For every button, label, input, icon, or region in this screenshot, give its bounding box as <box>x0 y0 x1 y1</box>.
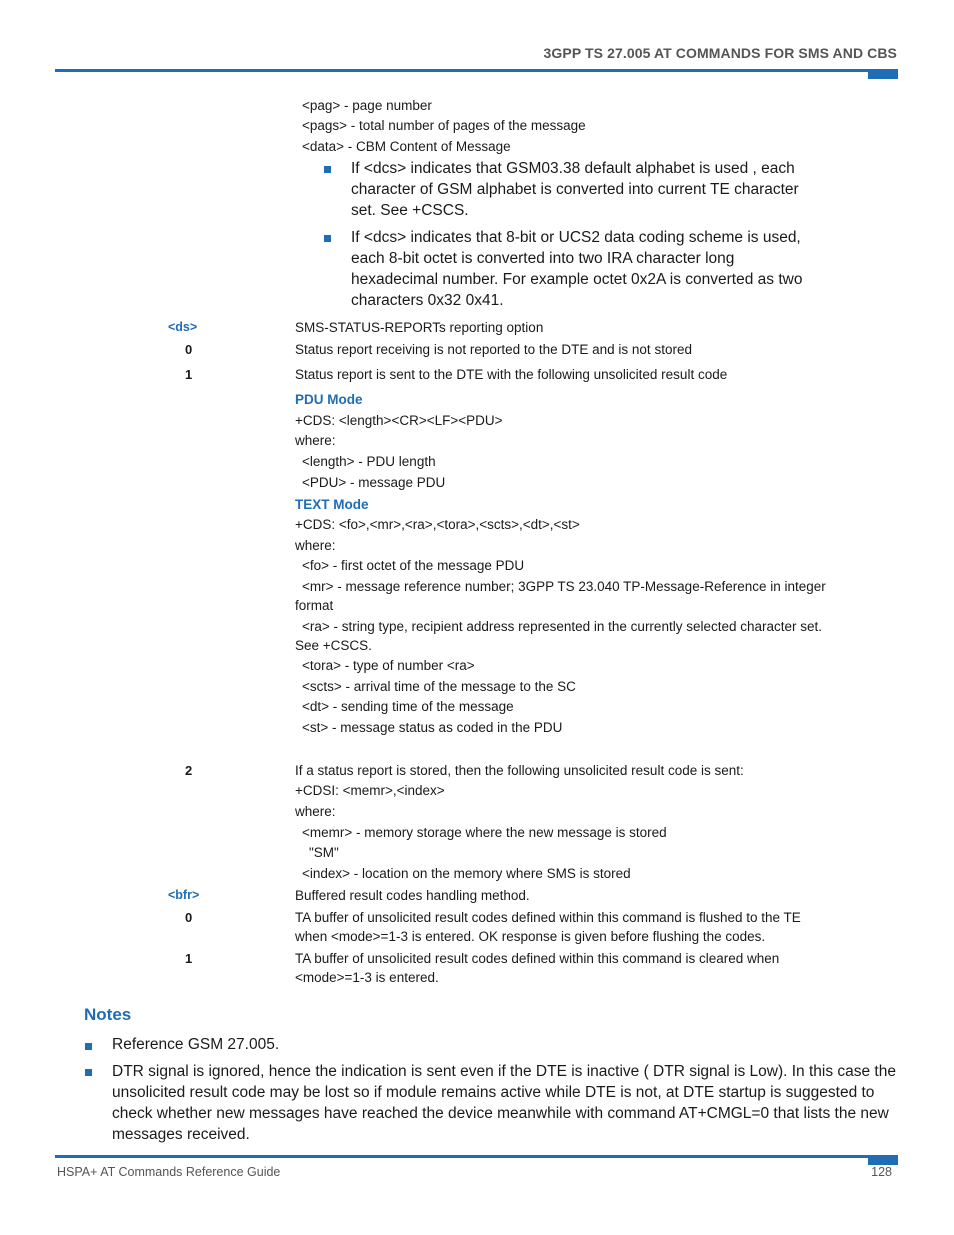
dcs-bullet-1: If <dcs> indicates that GSM03.38 default alphabet is used , each character of GSM alphabet is converted into current TE character set. See +CSCS. <box>351 160 799 219</box>
bfr-value-0-key: 0 <box>185 910 193 925</box>
header-rule <box>55 69 898 72</box>
page-number: 128 <box>871 1165 892 1179</box>
footer-accent-tab <box>868 1155 898 1165</box>
cdsi-index: <index> - location on the memory where SMS is stored <box>302 866 631 881</box>
text-ra: <ra> - string type, recipient address represented in the currently selected character set. See +CSCS. <box>295 619 823 653</box>
pdu-where: where: <box>295 433 336 448</box>
cdsi-sm: "SM" <box>309 845 339 860</box>
footer-doc-title: HSPA+ AT Commands Reference Guide <box>57 1165 281 1179</box>
header-accent-tab <box>868 69 898 79</box>
text-scts: <scts> - arrival time of the message to the SC <box>302 679 576 694</box>
param-ds-label: <ds> <box>168 320 198 334</box>
param-bfr-desc: Buffered result codes handling method. <box>295 888 530 903</box>
ds-value-0-key: 0 <box>185 342 193 357</box>
dcs-bullet-2: If <dcs> indicates that 8-bit or UCS2 data coding scheme is used, each 8-bit octet is converted into two IRA character long hexadecimal number. For example octet 0x2A is converted as two characters 0x32 0x41. <box>351 229 803 309</box>
text-where: where: <box>295 538 336 553</box>
ds-value-2-key: 2 <box>185 763 193 778</box>
param-bfr-label: <bfr> <box>168 888 200 902</box>
pdu-cmd: +CDS: <length><CR><LF><PDU> <box>295 413 503 428</box>
text-cmd: +CDS: <fo>,<mr>,<ra>,<tora>,<scts>,<dt>,<st> <box>295 517 580 532</box>
ds-value-0-text: Status report receiving is not reported to the DTE and is not stored <box>295 342 692 357</box>
page-header-title: 3GPP TS 27.005 AT COMMANDS FOR SMS AND CBS <box>543 45 897 61</box>
bullet-square-icon <box>324 235 331 242</box>
pdu-pdu: <PDU> - message PDU <box>302 475 446 490</box>
param-pags: <pags> - total number of pages of the message <box>302 118 586 133</box>
bullet-square-icon <box>85 1043 92 1050</box>
ds-value-1-text: Status report is sent to the DTE with the following unsolicited result code <box>295 367 728 382</box>
param-pag: <pag> - page number <box>302 98 432 113</box>
pdu-mode-title: PDU Mode <box>295 392 363 407</box>
bfr-value-1-text: TA buffer of unsolicited result codes defined within this command is cleared when <mode>=1-3 is entered. <box>295 951 780 985</box>
cdsi-where: where: <box>295 804 336 819</box>
text-fo: <fo> - first octet of the message PDU <box>302 558 525 573</box>
ds-value-2-text: If a status report is stored, then the following unsolicited result code is sent: <box>295 763 744 778</box>
bfr-value-0-text: TA buffer of unsolicited result codes defined within this command is flushed to the TE when <mode>=1-3 is entered. OK response is given before flushing the codes. <box>295 910 801 944</box>
text-st: <st> - message status as coded in the PDU <box>302 720 563 735</box>
bullet-square-icon <box>85 1069 92 1076</box>
cdsi-memr: <memr> - memory storage where the new message is stored <box>302 825 667 840</box>
text-mode-title: TEXT Mode <box>295 497 369 512</box>
text-dt: <dt> - sending time of the message <box>302 699 514 714</box>
bfr-value-1-key: 1 <box>185 951 193 966</box>
text-mr: <mr> - message reference number; 3GPP TS 23.040 TP-Message-Reference in integer format <box>295 579 826 613</box>
bullet-square-icon <box>324 166 331 173</box>
param-data: <data> - CBM Content of Message <box>302 139 511 154</box>
footer-rule <box>55 1155 898 1158</box>
notes-heading: Notes <box>84 1005 132 1024</box>
note-item-2: DTR signal is ignored, hence the indication is sent even if the DTE is inactive ( DTR signal is Low). In this case the unsolicited result code may be lost so if module remains active while DTE is not, at DTE startup is suggested to check whether new messages have reached the device meanwhile with command AT+CMGL=0 that lists the new messages received. <box>112 1063 896 1143</box>
ds-value-1-key: 1 <box>185 367 193 382</box>
param-ds-desc: SMS-STATUS-REPORTs reporting option <box>295 320 544 335</box>
pdu-length: <length> - PDU length <box>302 454 436 469</box>
note-item-1: Reference GSM 27.005. <box>112 1036 280 1053</box>
cdsi-cmd: +CDSI: <memr>,<index> <box>295 783 445 798</box>
text-tora: <tora> - type of number <ra> <box>302 658 475 673</box>
